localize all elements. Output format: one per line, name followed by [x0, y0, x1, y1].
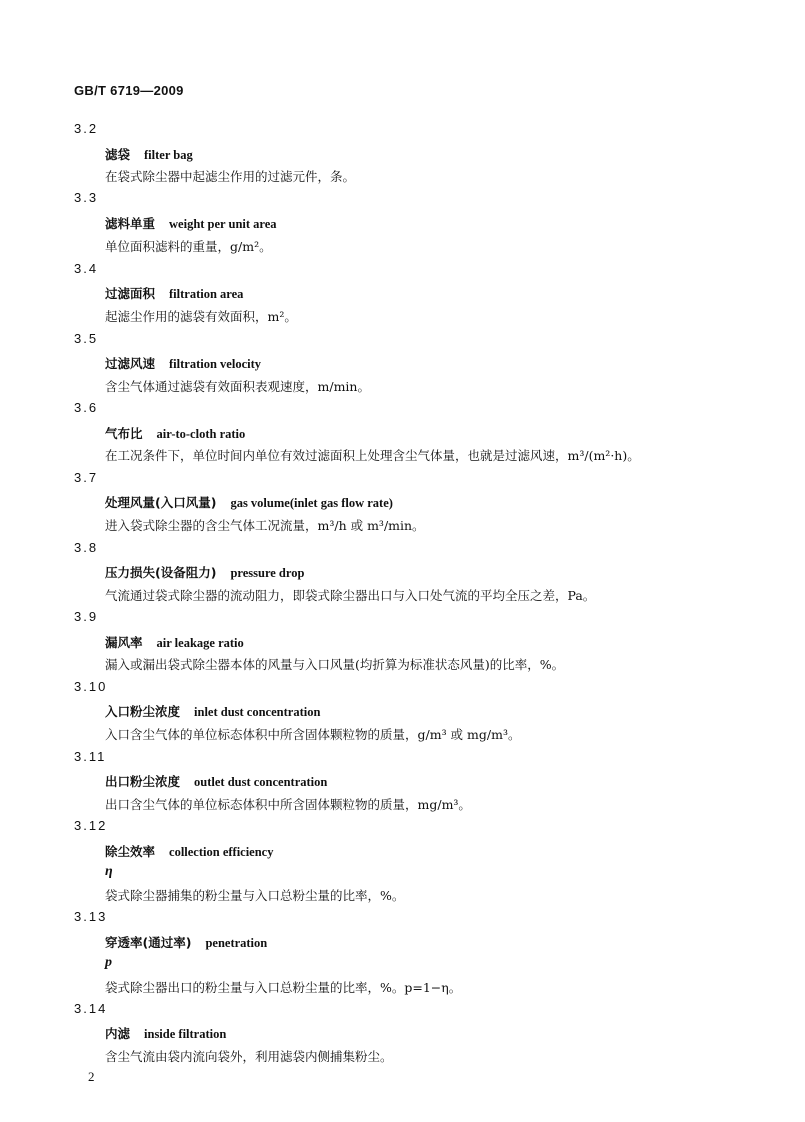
term-en: weight per unit area: [169, 217, 277, 231]
term-zh: 漏风率: [105, 635, 143, 650]
term-heading: [105, 493, 393, 511]
entry-number: 3.13: [74, 909, 108, 924]
term-en: penetration: [205, 936, 268, 950]
term-heading: [105, 1024, 226, 1042]
term-heading: [105, 424, 245, 442]
term-definition: 出口含尘气体的单位标态体积中所含固体颗粒物的质量，mg/m³。: [105, 797, 471, 812]
term-zh: 滤袋: [105, 147, 131, 162]
entry-number: 3.3: [74, 190, 99, 205]
term-zh: 内滤: [105, 1026, 131, 1041]
term-heading: [105, 933, 267, 951]
entry-number: 3.7: [74, 470, 99, 485]
term-heading: [105, 563, 304, 581]
term-zh: 处理风量(入口风量): [105, 495, 217, 510]
term-zh: 入口粉尘浓度: [105, 704, 181, 719]
term-heading: [105, 772, 327, 790]
term-definition: 单位面积滤料的重量，g/m²。: [105, 239, 272, 254]
term-heading: [105, 214, 277, 232]
term-definition: 漏入或漏出袋式除尘器本体的风量与入口风量(均折算为标准状态风量)的比率，%。: [105, 657, 565, 672]
entry-number: 3.2: [74, 121, 99, 136]
term-definition: 含尘气体通过滤袋有效面积表观速度，m/min。: [105, 379, 370, 394]
term-zh: 出口粉尘浓度: [105, 774, 181, 789]
term-symbol: p: [105, 955, 112, 970]
page-number: 2: [88, 1069, 95, 1084]
term-heading: [105, 284, 243, 302]
term-en: inside filtration: [144, 1027, 227, 1041]
term-definition: 袋式除尘器出口的粉尘量与入口总粉尘量的比率，%。p=1−η。: [105, 980, 462, 995]
term-zh: 穿透率(通过率): [105, 935, 192, 950]
term-definition: 含尘气流由袋内流向袋外，利用滤袋内侧捕集粉尘。: [105, 1049, 393, 1064]
term-en: gas volume(inlet gas flow rate): [230, 496, 393, 510]
entry-number: 3.5: [74, 331, 99, 346]
entry-number: 3.12: [74, 818, 108, 833]
term-definition: 袋式除尘器捕集的粉尘量与入口总粉尘量的比率，%。: [105, 888, 405, 903]
term-en: outlet dust concentration: [194, 775, 328, 789]
term-zh: 除尘效率: [105, 844, 156, 859]
term-zh: 气布比: [105, 426, 143, 441]
term-definition: 起滤尘作用的滤袋有效面积，m²。: [105, 309, 297, 324]
entry-number: 3.14: [74, 1001, 108, 1016]
term-en: filtration velocity: [169, 357, 262, 371]
term-heading: [105, 145, 193, 163]
entry-number: 3.11: [74, 749, 107, 764]
term-en: inlet dust concentration: [194, 705, 321, 719]
entry-number: 3.4: [74, 261, 99, 276]
term-zh: 过滤风速: [105, 356, 156, 371]
term-definition: 在工况条件下，单位时间内单位有效过滤面积上处理含尘气体量，也就是过滤风速，m³/(m²·h)。: [105, 448, 640, 463]
term-definition: 进入袋式除尘器的含尘气体工况流量，m³/h 或 m³/min。: [105, 518, 425, 533]
term-definition: 入口含尘气体的单位标态体积中所含固体颗粒物的质量，g/m³ 或 mg/m³。: [105, 727, 521, 742]
entry-number: 3.8: [74, 540, 99, 555]
term-symbol: η: [105, 864, 113, 879]
term-heading: [105, 842, 273, 860]
term-definition: 在袋式除尘器中起滤尘作用的过滤元件，条。: [105, 169, 356, 184]
term-en: air-to-cloth ratio: [156, 427, 246, 441]
term-en: filtration area: [169, 287, 244, 301]
entry-number: 3.10: [74, 679, 108, 694]
term-zh: 滤料单重: [105, 216, 156, 231]
term-heading: [105, 354, 261, 372]
entry-number: 3.6: [74, 400, 99, 415]
term-en: filter bag: [144, 148, 193, 162]
standard-code: GB/T 6719—2009: [74, 83, 184, 98]
term-en: pressure drop: [230, 566, 305, 580]
entry-number: 3.9: [74, 609, 99, 624]
term-en: air leakage ratio: [156, 636, 244, 650]
term-en: collection efficiency: [169, 845, 274, 859]
term-zh: 过滤面积: [105, 286, 156, 301]
term-definition: 气流通过袋式除尘器的流动阻力，即袋式除尘器出口与入口处气流的平均全压之差，Pa。: [105, 588, 596, 603]
term-heading: [105, 702, 320, 720]
term-heading: [105, 633, 244, 651]
term-zh: 压力损失(设备阻力): [105, 565, 217, 580]
